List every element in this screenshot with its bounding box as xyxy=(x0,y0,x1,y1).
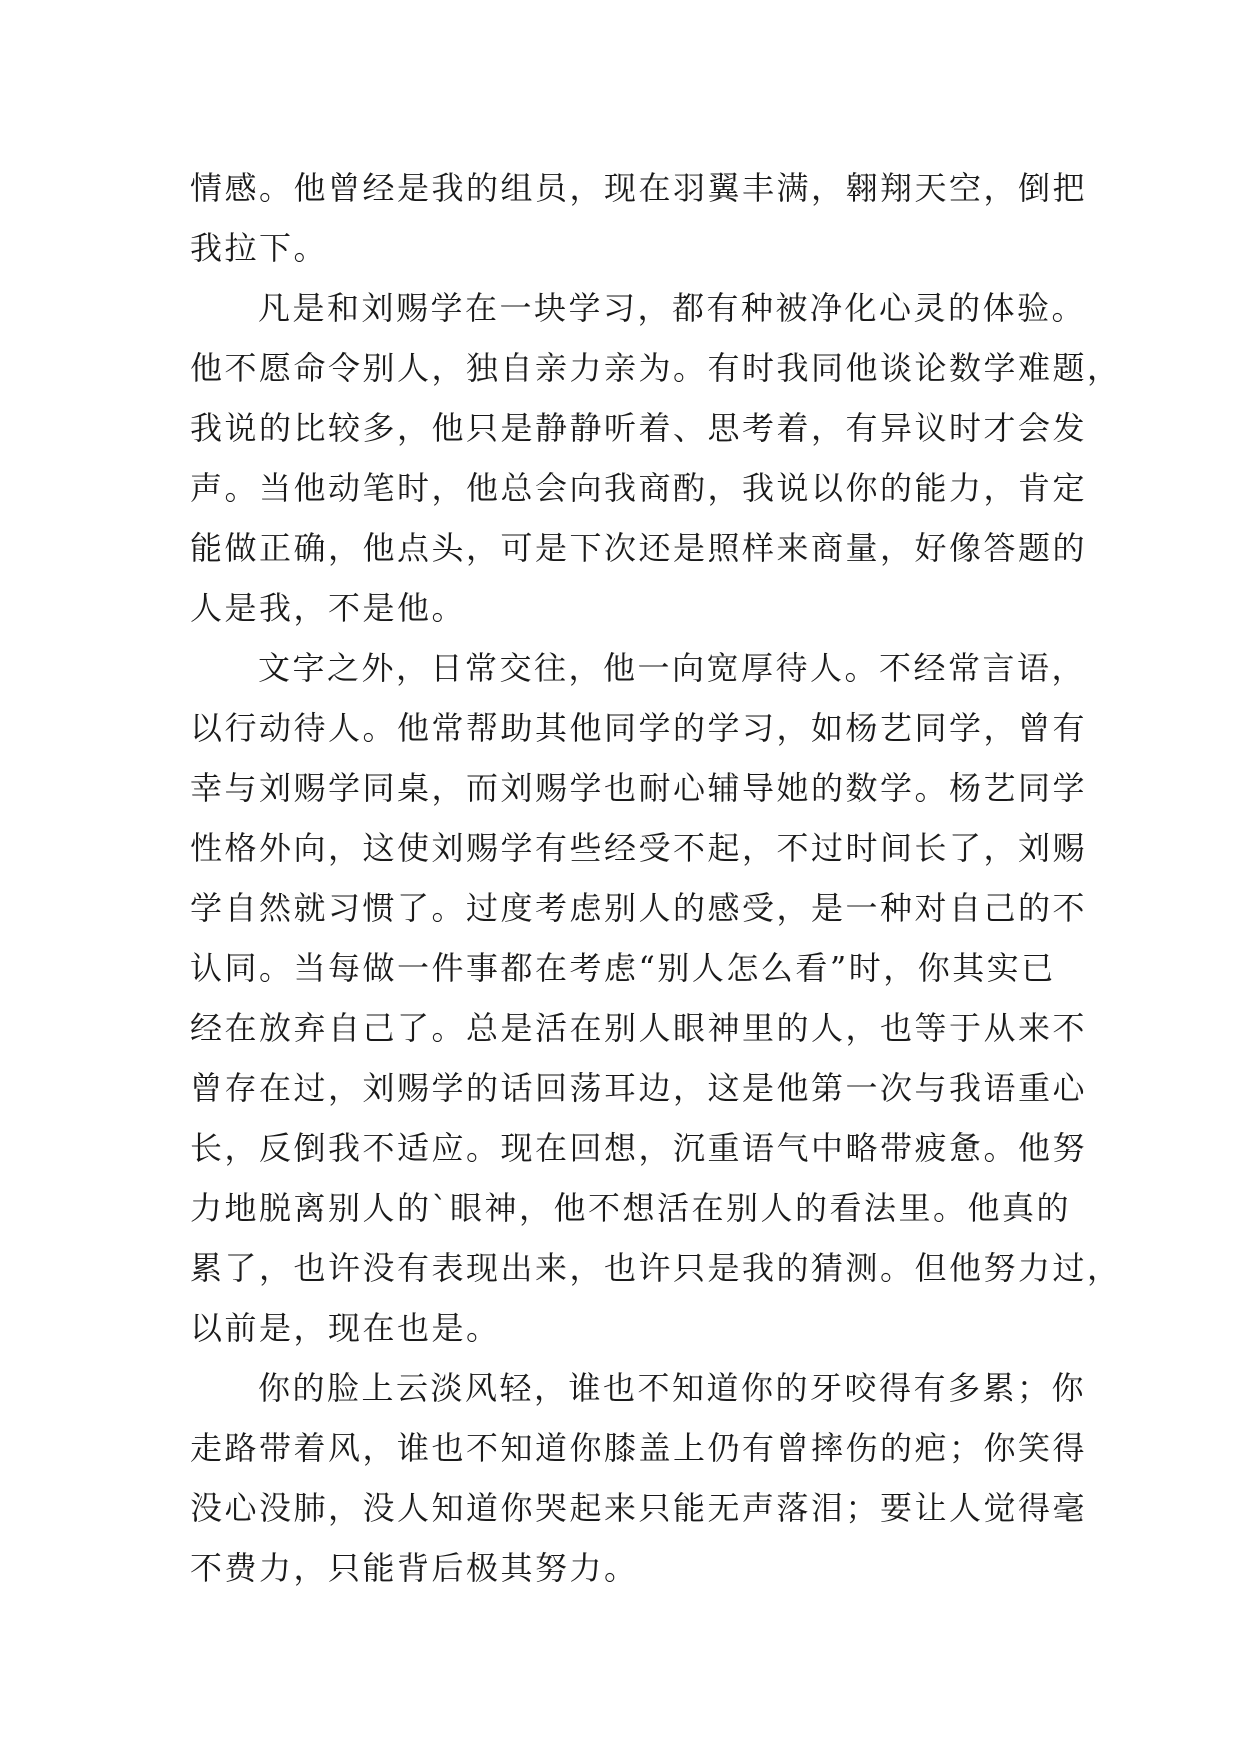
text-line: 认同。当每做一件事都在考虑“别人怎么看”时，你其实已 xyxy=(190,949,1056,987)
text-line: 不费力，只能背后极其努力。 xyxy=(190,1549,639,1587)
text-line: 人是我，不是他。 xyxy=(190,589,467,627)
text-line: 没心没肺，没人知道你哭起来只能无声落泪；要让人觉得毫 xyxy=(190,1489,1088,1527)
text-line: 我拉下。 xyxy=(190,229,329,267)
text-line-indented: 文字之外，日常交往，他一向宽厚待人。不经常言语， xyxy=(258,649,1087,687)
text-line: 性格外向，这使刘赐学有些经受不起，不过时间长了，刘赐 xyxy=(190,829,1088,867)
text-line: 幸与刘赐学同桌，而刘赐学也耐心辅导她的数学。杨艺同学 xyxy=(190,769,1088,807)
text-line: 能做正确，他点头，可是下次还是照样来商量，好像答题的 xyxy=(190,529,1088,567)
text-line: 曾存在过，刘赐学的话回荡耳边，这是他第一次与我语重心 xyxy=(190,1069,1088,1107)
text-line: 他不愿命令别人，独自亲力亲为。有时我同他谈论数学难题， xyxy=(190,349,1122,387)
text-line: 以行动待人。他常帮助其他同学的学习，如杨艺同学，曾有 xyxy=(190,709,1088,747)
text-line: 累了，也许没有表现出来，也许只是我的猜测。但他努力过， xyxy=(190,1249,1122,1287)
text-line: 长，反倒我不适应。现在回想，沉重语气中略带疲惫。他努 xyxy=(190,1129,1088,1167)
text-line: 情感。他曾经是我的组员，现在羽翼丰满，翱翔天空，倒把 xyxy=(190,169,1088,207)
text-line-indented: 凡是和刘赐学在一块学习，都有种被净化心灵的体验。 xyxy=(258,289,1087,327)
text-line: 学自然就习惯了。过度考虑别人的感受，是一种对自己的不 xyxy=(190,889,1088,927)
text-line: 经在放弃自己了。总是活在别人眼神里的人，也等于从来不 xyxy=(190,1009,1088,1047)
text-line: 声。当他动笔时，他总会向我商酌，我说以你的能力，肯定 xyxy=(190,469,1088,507)
text-line: 以前是，现在也是。 xyxy=(190,1309,501,1347)
document-body xyxy=(190,158,1122,1598)
text-line-indented: 你的脸上云淡风轻，谁也不知道你的牙咬得有多累；你 xyxy=(258,1369,1087,1407)
text-line: 我说的比较多，他只是静静听着、思考着，有异议时才会发 xyxy=(190,409,1088,447)
text-line: 力地脱离别人的`眼神，他不想活在别人的看法里。他真的 xyxy=(190,1189,1072,1227)
text-line: 走路带着风，谁也不知道你膝盖上仍有曾摔伤的疤；你笑得 xyxy=(190,1429,1088,1467)
